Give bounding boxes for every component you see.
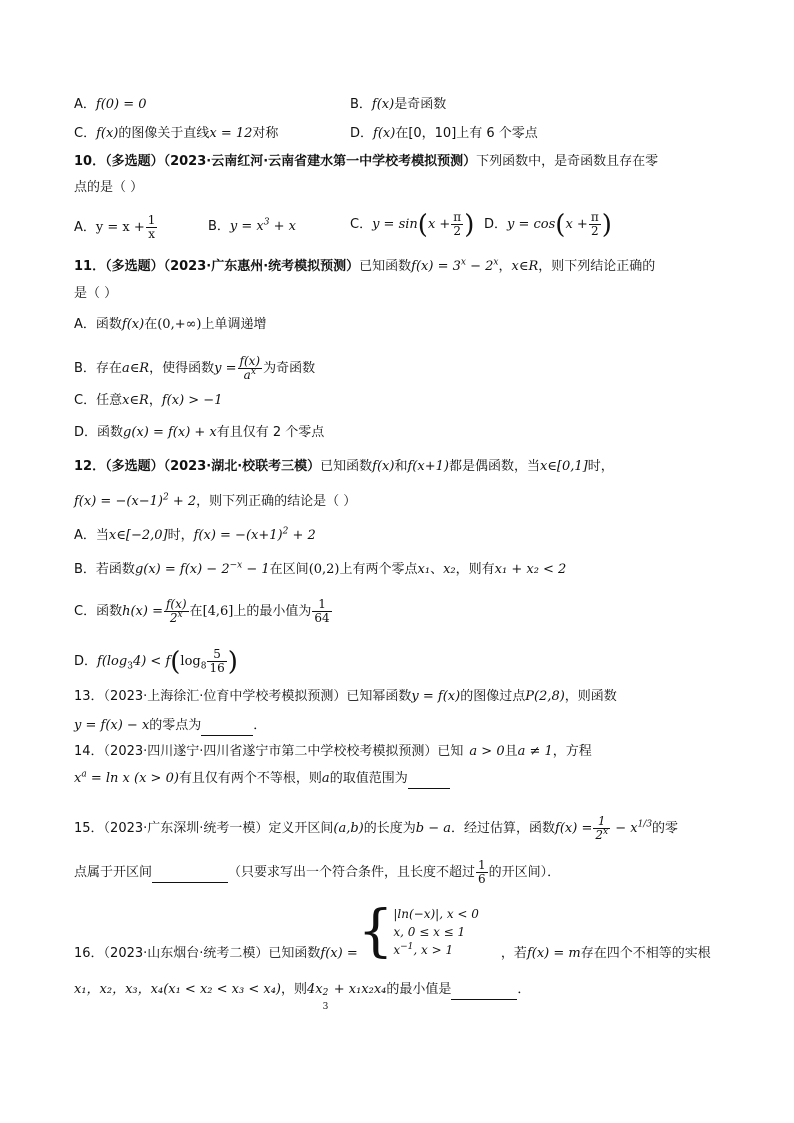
question-number: 11．（多选题） (74, 259, 164, 274)
denominator: x (148, 227, 155, 241)
numerator: 1 (478, 858, 486, 872)
right-paren: ) (601, 209, 612, 240)
fraction (593, 815, 610, 842)
log-function: log (180, 654, 201, 669)
q11-option-c (74, 392, 222, 410)
option-text: 若函数 (95, 562, 135, 577)
option-text: 在 (189, 604, 203, 619)
q15-stem-line1 (74, 815, 678, 842)
q9-option-a (74, 96, 147, 114)
option-label: A． (74, 97, 96, 112)
numerator: 5 (207, 648, 226, 662)
punctuation: ， (498, 259, 512, 274)
root-variable: x₂ (443, 562, 456, 577)
target-expression-tail: + x₁x₂x₄ (329, 982, 387, 997)
denominator (238, 369, 263, 382)
numerator: 1 (147, 213, 156, 227)
q16-stem-line1 (74, 899, 711, 964)
option-interval: (0,+∞) (157, 317, 202, 332)
option-label: B． (74, 361, 96, 376)
question-stem-cont: （只要求写出一个符合条件，且长度不超过 (228, 865, 476, 880)
option-label: C． (74, 393, 97, 408)
exponent: a (81, 769, 87, 780)
case-3-condition: , x > 1 (413, 943, 454, 957)
numerator: 1 (312, 598, 331, 612)
numerator: π (453, 210, 462, 224)
question-stem: 16．（2023·山东烟台·统考二模）已知函数 (74, 945, 321, 961)
option-expression: f(x) = −(x+1) (193, 528, 283, 543)
q10-stem-line1 (74, 153, 658, 171)
question-stem-cont: 的开区间）． (488, 865, 561, 880)
function-expression: f(x+1) (407, 459, 449, 474)
question-stem: ，则函数 (564, 689, 617, 704)
question-stem: 时， (587, 459, 614, 474)
exponent: 3 (263, 217, 270, 228)
question-stem: 且 (504, 744, 518, 759)
q10-stem-line2 (74, 179, 143, 197)
q12-option-c (74, 598, 333, 625)
option-condition: x∈[−2,0] (108, 528, 168, 543)
question-stem-cont: 的取值范围为 (329, 771, 408, 786)
question-stem-cont: 点属于开区间 (74, 865, 153, 880)
q12-option-d (74, 648, 238, 675)
question-stem-cont: ，则下列结论正确的 (538, 259, 656, 274)
fraction (164, 598, 189, 625)
option-expression: g(x) = f(x) + x (123, 425, 217, 440)
q14-stem-line2 (74, 770, 450, 789)
option-c-expression: f(x) (96, 126, 119, 141)
option-b-text: 是奇函数 (394, 97, 447, 112)
exponent: 2 (162, 492, 169, 503)
option-conclusion: x₁ + x₂ < 2 (494, 562, 567, 577)
order-condition: (x₁ < x₂ < x₃ < x₄) (163, 982, 281, 997)
fraction (589, 211, 601, 238)
case-2: x, 0 ≤ x ≤ 1 (393, 925, 466, 939)
case-3 (393, 941, 479, 959)
punctuation: ， (148, 393, 162, 408)
q12-stem-line1 (74, 458, 614, 476)
q9-option-b (350, 96, 446, 114)
option-expression-tail: + 2 (288, 528, 316, 543)
question-source: （2023·广东惠州·统考模拟预测） (163, 259, 360, 274)
function-expression: f(x) (372, 459, 395, 474)
target-expression: 4x (307, 982, 323, 997)
denominator (593, 829, 610, 842)
option-label: B． (208, 219, 230, 234)
option-label: A． (74, 317, 96, 332)
fraction (146, 214, 158, 241)
denominator-base: a (243, 368, 251, 382)
question-stem: ．经过估算，函数 (451, 821, 556, 836)
option-text: 函数 (95, 317, 122, 332)
exponent: x (460, 257, 466, 268)
option-text: 上的最小值为 (233, 604, 312, 619)
left-paren: ( (555, 209, 566, 240)
option-d-expression: y = cos (507, 217, 556, 232)
function-expression: y = f(x) (411, 689, 461, 704)
q12-stem-line2 (74, 493, 356, 511)
punctuation: 、 (430, 562, 444, 577)
option-expression: h(x) = (122, 604, 163, 619)
q11-stem-line1 (74, 258, 655, 276)
option-a-expression: f(0) = 0 (95, 97, 147, 112)
question-stem-cont: ，则 (280, 982, 307, 997)
exponent: −1 (400, 942, 414, 952)
question-stem: ，若 (500, 945, 527, 961)
root-variable: x₁ (417, 562, 431, 577)
q10-option-d (484, 211, 612, 238)
function-expression-mid: − x (611, 821, 638, 836)
question-stem: 14．（2023·四川遂宁·四川省遂宁市第二中学校校考模拟预测）已知 (74, 744, 464, 759)
option-interval: [4,6] (202, 604, 234, 619)
interval-expression: (a,b) (333, 821, 364, 836)
option-text: 有且仅有 2 个零点 (216, 425, 325, 440)
question-stem: 已知函数 (320, 459, 373, 474)
numerator: 1 (593, 815, 610, 829)
length-expression: b − a (415, 821, 452, 836)
answer-blank[interactable] (408, 770, 450, 789)
option-d-text: 在[0，10]上有 6 个零点 (395, 126, 538, 141)
log-base: 8 (200, 661, 207, 672)
option-c-expression-2: x = 12 (209, 126, 253, 141)
question-stem-cont: 是（ ） (74, 286, 118, 301)
exponent: x (177, 610, 183, 620)
condition-expression: a ≠ 1 (517, 744, 553, 759)
question-stem-cont: 的零点为 (149, 718, 202, 733)
option-expression: g(x) = f(x) − 2 (134, 562, 230, 577)
option-text: 存在 (95, 361, 122, 376)
option-expression-tail: − 1 (242, 562, 270, 577)
question-number: 10．（多选题） (74, 154, 164, 169)
q11-option-b (74, 355, 315, 382)
denominator: 2 (453, 224, 462, 238)
option-text: ，则有 (455, 562, 495, 577)
right-paren: ) (464, 209, 475, 240)
option-text: 上有两个零点 (339, 562, 418, 577)
q13-stem-line1 (74, 688, 617, 706)
q10-option-c (350, 211, 474, 238)
denominator: 2 (590, 224, 599, 238)
option-text: ，使得函数 (149, 361, 215, 376)
q11-option-d (74, 424, 324, 442)
option-text: 任意 (96, 393, 123, 408)
option-label: D． (350, 126, 374, 141)
denominator: 6 (478, 872, 486, 886)
function-definition-tail: + 2 (168, 494, 197, 509)
function-expression: y = f(x) − x (74, 718, 150, 733)
q12-option-a (74, 527, 316, 545)
q12-option-b (74, 561, 566, 579)
left-brace: { (357, 899, 394, 964)
q10-option-a (74, 214, 158, 241)
condition-expression: a > 0 (469, 744, 505, 759)
option-d-expression: f(x) (373, 126, 396, 141)
function-expression: f(x) = (320, 945, 358, 961)
q9-option-d (350, 125, 538, 143)
option-expression: a∈R (121, 361, 150, 376)
denominator: 16 (209, 661, 225, 675)
option-text: 函数 (96, 604, 123, 619)
exponent: 2 (282, 526, 289, 537)
option-d-inner: x + (565, 217, 588, 232)
exponent: 1/3 (637, 819, 653, 830)
q15-stem-line2 (74, 859, 560, 886)
domain-condition: x∈R (511, 259, 539, 274)
question-stem: 15．（2023·广东深圳·统考一模）定义开区间 (74, 821, 334, 836)
option-label: C． (74, 604, 97, 619)
question-stem-cont: 点的是（ ） (74, 180, 144, 195)
punctuation: ． (517, 982, 531, 997)
equation-expression: x (74, 771, 82, 786)
option-expression: f(log (97, 654, 128, 669)
fraction (476, 859, 488, 886)
option-c-inner: x + (427, 217, 451, 232)
option-expression: 4) < f (132, 654, 171, 669)
option-a-expression: y = x + (95, 220, 145, 235)
question-stem: 和 (394, 459, 408, 474)
exponent: 2 (322, 988, 329, 998)
exponent: x (250, 367, 256, 377)
answer-blank[interactable] (201, 717, 253, 736)
question-number: 12．（多选题） (74, 459, 164, 474)
option-expression: f(x) (121, 317, 145, 332)
subscript: 3 (322, 1002, 329, 1012)
denominator-base: 2 (169, 611, 178, 625)
option-label: D． (74, 654, 98, 669)
q10-option-b (208, 218, 296, 236)
option-text: 上单调递增 (201, 317, 267, 332)
function-expression-mid: − 2 (465, 259, 494, 274)
option-label: B． (350, 97, 372, 112)
option-label: A． (74, 220, 96, 235)
question-stem-cont: ，则下列正确的结论是（ ） (196, 494, 357, 509)
option-c-text: 的图像关于直线 (118, 126, 210, 141)
denominator (164, 612, 189, 625)
question-source: （2023·云南红河·云南省建水第一中学校考模拟预测） (163, 154, 477, 169)
question-stem: 的零 (652, 821, 679, 836)
option-expression: y = (214, 361, 237, 376)
q14-stem-line1 (74, 743, 592, 761)
option-label: D． (484, 217, 508, 232)
question-stem: 下列函数中，是奇函数且存在零 (476, 154, 659, 169)
left-paren: ( (170, 646, 181, 677)
option-expression: x∈R (122, 393, 149, 408)
option-text: 为奇函数 (263, 361, 316, 376)
denominator: 64 (314, 611, 330, 625)
option-text: 在区间 (269, 562, 309, 577)
option-c-expression: y = sin (372, 217, 418, 232)
exponent: x (602, 827, 609, 837)
numerator: f(x) (165, 597, 187, 611)
fraction (207, 648, 226, 675)
parameter: a (321, 771, 330, 786)
punctuation: ． (253, 718, 267, 733)
question-source: （2023·湖北·校联考三模） (163, 459, 321, 474)
question-stem: 存在四个不相等的实根 (580, 945, 711, 961)
option-text: 时， (167, 528, 194, 543)
question-stem: 都是偶函数，当 (448, 459, 540, 474)
function-expression: f(x) = (555, 821, 593, 836)
option-b-expression: y = x (229, 219, 264, 234)
exponent: x (493, 257, 499, 268)
q9-option-c (74, 125, 278, 143)
answer-blank[interactable] (152, 864, 228, 883)
option-text: 当 (95, 528, 109, 543)
point-expression: P(2,8) (525, 689, 565, 704)
question-stem: 的长度为 (363, 821, 416, 836)
option-text: 在 (144, 317, 158, 332)
function-definition: f(x) = −(x−1) (74, 494, 163, 509)
question-stem-cont: 有且仅有两个不等根，则 (178, 771, 322, 786)
domain-condition: x∈[0,1] (539, 459, 588, 474)
exponent: −x (229, 560, 243, 571)
option-b-tail: + x (269, 219, 296, 234)
answer-blank[interactable] (451, 981, 517, 1000)
equation-expression-tail: = ln x (x > 0) (86, 771, 179, 786)
question-stem: 的图像过点 (460, 689, 526, 704)
fraction (312, 598, 331, 625)
denominator-base: 2 (595, 828, 603, 842)
numerator: f(x) (239, 354, 261, 368)
option-label: C． (74, 126, 97, 141)
right-paren: ) (227, 646, 238, 677)
option-label: B． (74, 562, 96, 577)
q16-stem-line2 (74, 981, 531, 1012)
case-1: |ln(−x)|, x < 0 (393, 907, 479, 921)
question-stem-cont: 的最小值是 (386, 982, 452, 997)
left-paren: ( (417, 209, 428, 240)
option-label: C． (350, 217, 373, 232)
question-stem: 13．（2023·上海徐汇·位育中学校考模拟预测）已知幂函数 (74, 689, 412, 704)
log-base: 3 (127, 661, 133, 672)
option-interval: (0,2) (308, 562, 340, 577)
option-label: A． (74, 528, 96, 543)
option-text: 函数 (97, 425, 124, 440)
fraction (451, 211, 463, 238)
q11-option-a (74, 316, 267, 334)
q13-stem-line2 (74, 717, 266, 736)
option-expression: f(x) > −1 (161, 393, 223, 408)
function-expression: f(x) = 3 (411, 259, 461, 274)
option-c-text-2: 对称 (252, 126, 279, 141)
piecewise-cases (393, 905, 479, 959)
question-stem: ，方程 (552, 744, 592, 759)
equation-expression: f(x) = m (526, 945, 581, 961)
option-label: D． (74, 425, 98, 440)
question-stem: 已知函数 (359, 259, 412, 274)
root-variables: x₁，x₂，x₃，x₄ (74, 982, 164, 997)
case-3-base: x (393, 943, 401, 957)
fraction (238, 355, 263, 382)
option-b-expression: f(x) (371, 97, 395, 112)
numerator: π (590, 210, 599, 224)
q11-stem-line2 (74, 285, 117, 303)
